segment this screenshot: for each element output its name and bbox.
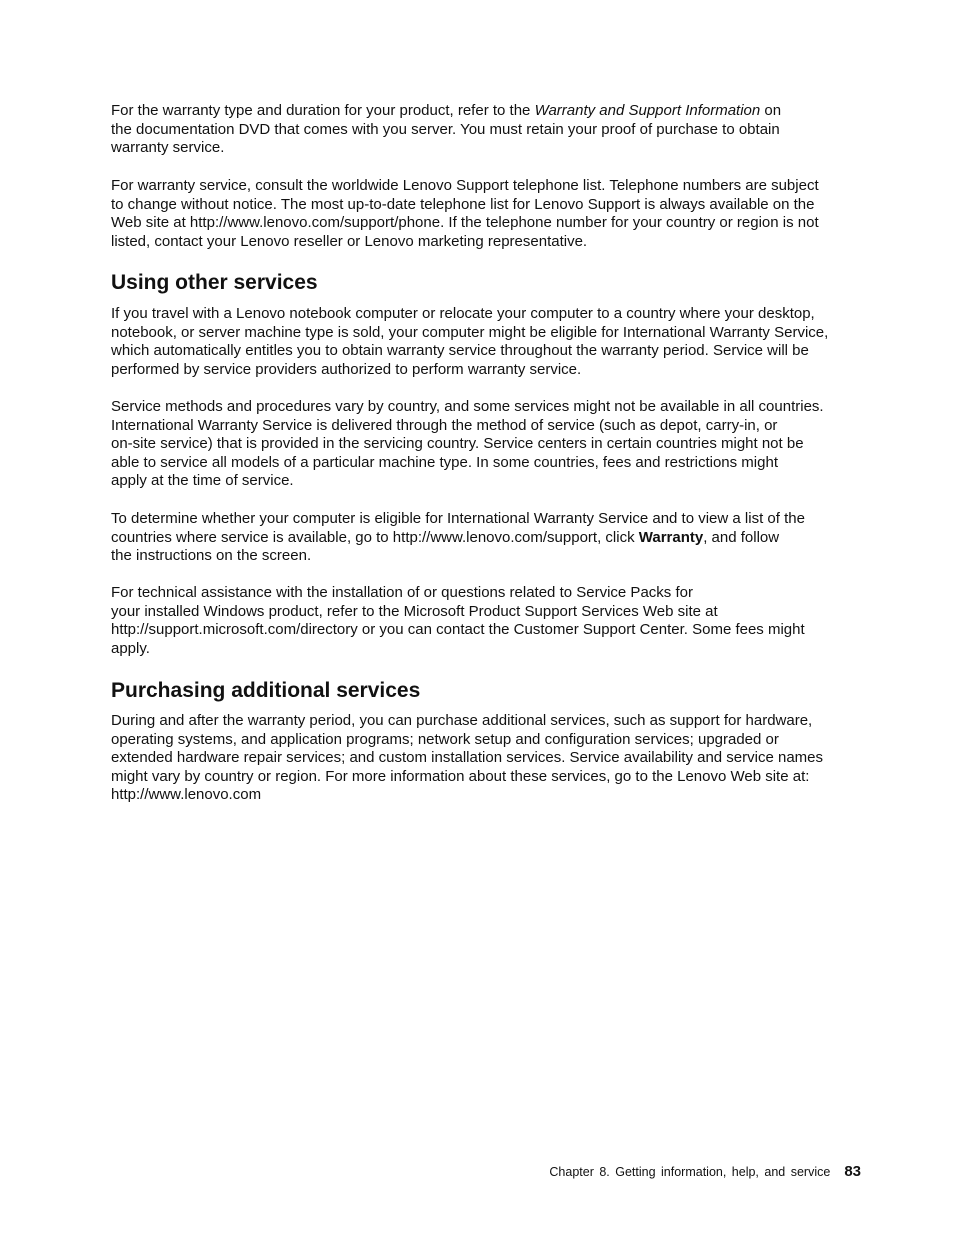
page-footer xyxy=(549,1162,861,1182)
text-line: During and after the warranty period, you can purchase additional services, such as support for hardware, xyxy=(111,712,813,729)
text-line: able to service all models of a particular machine type. In some countries, fees and restrictions might xyxy=(111,453,778,471)
text-line: the documentation DVD that comes with you server. You must retain your proof of purchase to obtain xyxy=(111,120,780,138)
chapter-title: Chapter 8. Getting information, help, and service xyxy=(549,1165,831,1179)
text-line: If you travel with a Lenovo notebook computer or relocate your computer to a country where your desktop, xyxy=(111,305,815,322)
heading-using-other-services: Using other services xyxy=(111,271,318,294)
text-run: , and follow xyxy=(703,528,780,546)
text-line: http://www.lenovo.com xyxy=(111,786,262,804)
paragraph-international-warranty xyxy=(111,305,866,379)
text-line: http://support.microsoft.com/directory or you can contact the Customer Support Center. Some fees might xyxy=(111,621,805,639)
text-line: your installed Windows product, refer to the Microsoft Product Support Services Web site at xyxy=(111,602,718,620)
text-line: International Warranty Service is delivered through the method of service (such as depot, carry-in, or xyxy=(111,416,778,434)
paragraph-eligibility xyxy=(111,510,866,566)
heading-purchasing-additional-services: Purchasing additional services xyxy=(111,679,421,702)
paragraph-warranty-service xyxy=(111,177,866,251)
text-line: Web site at http://www.lenovo.com/support/phone. If the telephone number for your country or region is not xyxy=(111,214,819,232)
paragraph-service-methods xyxy=(111,398,866,491)
text-line: to change without notice. The most up-to-date telephone list for Lenovo Support is always available on the xyxy=(111,195,815,213)
text-line: For warranty service, consult the worldwide Lenovo Support telephone list. Telephone numbers are subject xyxy=(111,177,819,194)
text-line: might vary by country or region. For more information about these services, go to the Lenovo Web site at: xyxy=(111,767,810,785)
text-line: warranty service. xyxy=(111,139,225,157)
text-line: apply. xyxy=(111,639,150,657)
warranty-support-info-title: Warranty and Support Information xyxy=(534,102,761,119)
text-line: notebook, or server machine type is sold, your computer might be eligible for International Warranty Service, xyxy=(111,323,829,341)
warranty-emphasis: Warranty xyxy=(638,528,704,546)
text-line: listed, contact your Lenovo reseller or Lenovo marketing representative. xyxy=(111,232,588,250)
text-line xyxy=(111,529,866,548)
text-line: which automatically entitles you to obtain warranty service throughout the warranty period. Service will be xyxy=(111,342,809,360)
text-line: To determine whether your computer is eligible for International Warranty Service and to view a list of the xyxy=(111,510,805,527)
paragraph-warranty-type xyxy=(111,102,866,158)
text-line: Service methods and procedures vary by country, and some services might not be available in all countries. xyxy=(111,398,824,415)
text-line: apply at the time of service. xyxy=(111,472,294,490)
text-run: countries where service is available, go to http://www.lenovo.com/support, click xyxy=(111,528,639,546)
paragraph-additional-services xyxy=(111,712,866,805)
text-line: extended hardware repair services; and custom installation services. Service availability and service names xyxy=(111,749,824,767)
text-line xyxy=(111,102,866,121)
text-run: For the warranty type and duration for your product, refer to the xyxy=(111,102,535,119)
text-line: For technical assistance with the installation of or questions related to Service Packs for xyxy=(111,584,693,601)
text-line: operating systems, and application programs; network setup and configuration services; upgraded or xyxy=(111,730,779,748)
paragraph-technical-assistance xyxy=(111,584,866,658)
text-line: performed by service providers authorized to perform warranty service. xyxy=(111,360,582,378)
text-run: on xyxy=(760,102,782,119)
text-line: on-site service) that is provided in the servicing country. Service centers in certain countries might not be xyxy=(111,435,804,453)
text-line: the instructions on the screen. xyxy=(111,547,312,565)
page-number: 83 xyxy=(844,1163,861,1180)
